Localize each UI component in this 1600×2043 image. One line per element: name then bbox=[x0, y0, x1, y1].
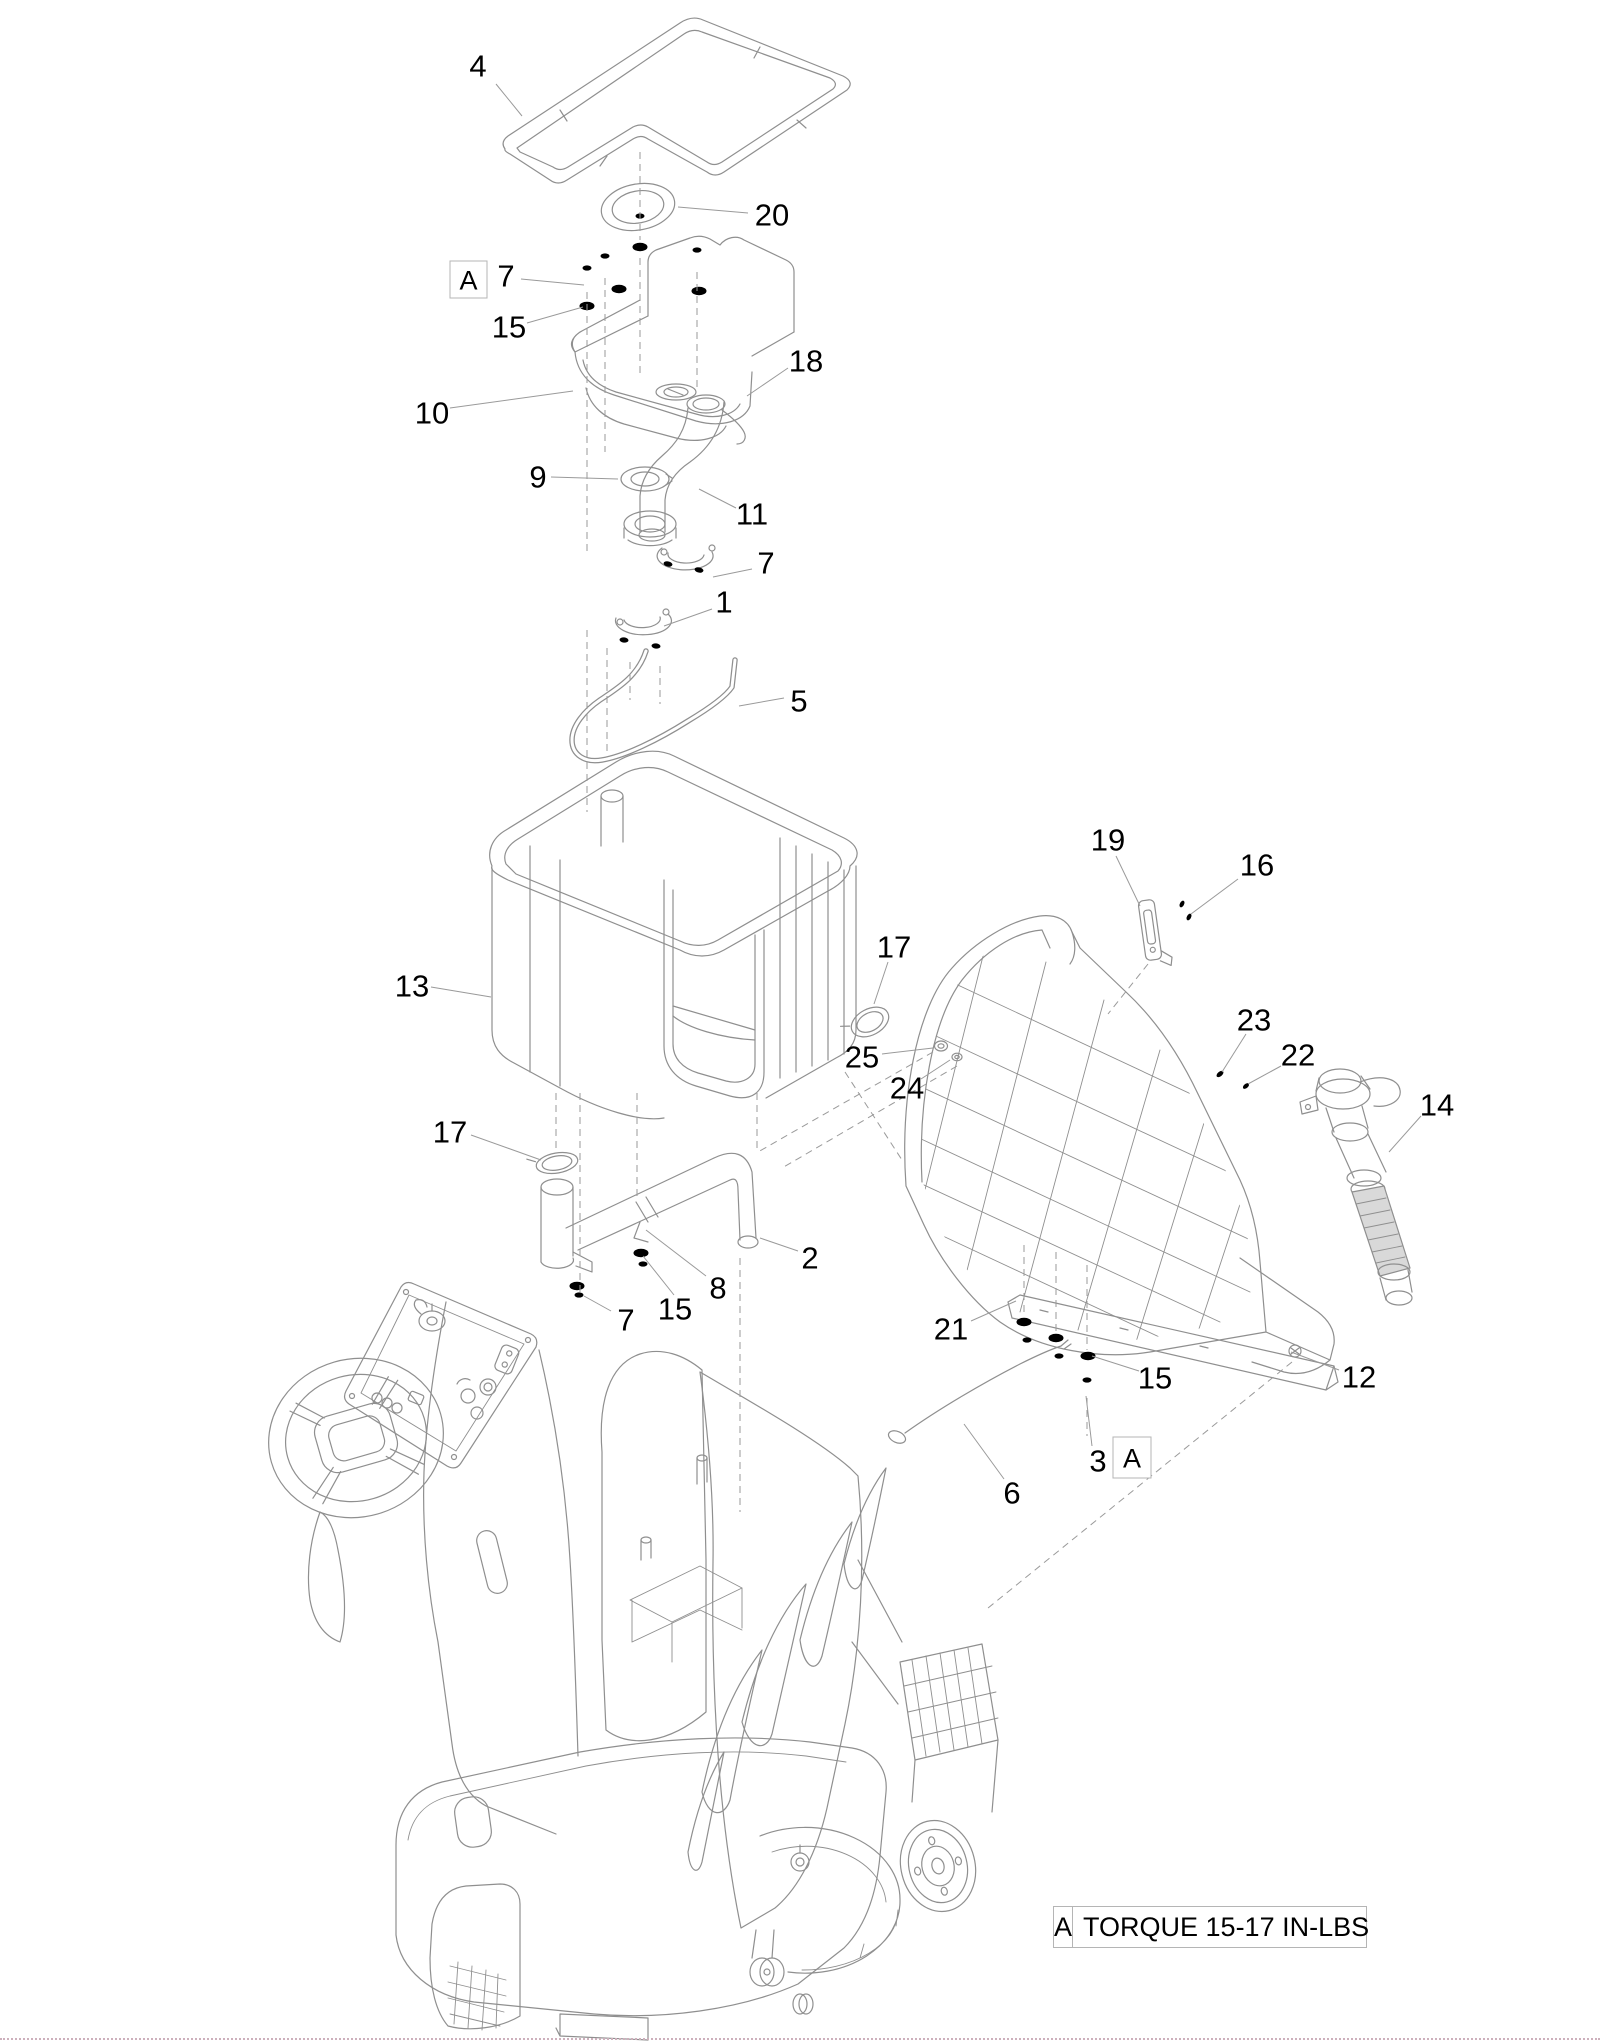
callout-leader-5 bbox=[739, 698, 784, 706]
callout-label-25: 25 bbox=[844, 1039, 880, 1075]
callout-label-19: 19 bbox=[1090, 822, 1126, 858]
callout-label-23: 23 bbox=[1236, 1002, 1272, 1038]
screw-washer-cluster-top bbox=[580, 213, 707, 310]
callout-label-9: 9 bbox=[529, 459, 547, 495]
page-break-line bbox=[0, 2038, 1600, 2040]
torque-note bbox=[1053, 1906, 1370, 1948]
callout-leader-15 bbox=[643, 1256, 674, 1295]
assembly-dashed-lines bbox=[556, 152, 1292, 1608]
callout-leader-6 bbox=[964, 1424, 1004, 1479]
latch-bracket bbox=[1138, 898, 1201, 969]
callout-label-14: 14 bbox=[1419, 1087, 1455, 1123]
callout-label-4: 4 bbox=[469, 48, 487, 84]
callout-leader-22 bbox=[1248, 1066, 1281, 1084]
callout-label-15: 15 bbox=[491, 309, 527, 345]
recovery-tank-door bbox=[872, 916, 1334, 1374]
callout-label-18: 18 bbox=[788, 343, 824, 379]
callout-leader-8 bbox=[646, 1230, 706, 1276]
callout-label-20: 20 bbox=[754, 197, 790, 233]
callout-label-7: 7 bbox=[497, 258, 515, 294]
callout-leader-18 bbox=[747, 368, 788, 396]
split-collars bbox=[621, 467, 676, 546]
callout-label-3: 3 bbox=[1089, 1443, 1107, 1479]
callout-label-12: 12 bbox=[1341, 1359, 1377, 1395]
callout-leader-20 bbox=[678, 207, 748, 213]
callout-leader-7 bbox=[521, 279, 584, 285]
vent-swoosh bbox=[800, 1522, 852, 1666]
callout-leader-11 bbox=[699, 489, 736, 508]
callout-label-2: 2 bbox=[801, 1240, 819, 1276]
callout-leader-23 bbox=[1222, 1034, 1246, 1072]
callout-leader-10 bbox=[450, 391, 573, 408]
solution-tank bbox=[490, 751, 857, 1119]
torque-note-text: TORQUE 15-17 IN-LBS bbox=[1083, 1911, 1370, 1942]
vent-swoosh bbox=[702, 1650, 762, 1813]
half-clamps bbox=[615, 545, 715, 661]
callout-leader-9 bbox=[551, 477, 618, 479]
key-switch-icon bbox=[414, 1300, 445, 1331]
callout-leader-16 bbox=[1191, 879, 1238, 914]
pull-cable bbox=[887, 1340, 1071, 1446]
callout-label-15: 15 bbox=[657, 1291, 693, 1327]
drain-hose bbox=[1300, 1069, 1412, 1305]
callout-leader-7 bbox=[584, 1296, 611, 1311]
callout-label-24: 24 bbox=[889, 1070, 925, 1106]
steering-wheel bbox=[250, 1338, 463, 1538]
callout-label-1: 1 bbox=[715, 584, 733, 620]
callout-label-7: 7 bbox=[617, 1302, 635, 1338]
formed-tube bbox=[572, 651, 735, 761]
callout-label-13: 13 bbox=[394, 968, 430, 1004]
callout-label-22: 22 bbox=[1280, 1037, 1316, 1073]
callout-leader-21 bbox=[971, 1301, 1016, 1321]
callout-leader-4 bbox=[496, 84, 522, 116]
torque-note-letter: A bbox=[1054, 1907, 1073, 1947]
boxed-letter-label: A bbox=[459, 265, 478, 296]
callout-leader-19 bbox=[1116, 856, 1140, 906]
callout-leader-15 bbox=[527, 307, 583, 323]
machine-body bbox=[250, 1283, 998, 2040]
rear-wheel bbox=[891, 1812, 985, 1919]
callout-leader-17 bbox=[471, 1135, 541, 1160]
callout-label-21: 21 bbox=[933, 1311, 969, 1347]
callout-leader-24 bbox=[921, 1060, 950, 1079]
callout-leader-17 bbox=[874, 962, 888, 1004]
callout-leader-2 bbox=[760, 1238, 798, 1251]
callout-label-8: 8 bbox=[709, 1270, 727, 1306]
callout-label-5: 5 bbox=[790, 683, 808, 719]
callout-label-10: 10 bbox=[414, 395, 450, 431]
panel-screws bbox=[1215, 1070, 1256, 1098]
callout-label-11: 11 bbox=[735, 496, 769, 532]
callout-label-16: 16 bbox=[1239, 847, 1275, 883]
callout-leader-15 bbox=[1092, 1356, 1139, 1371]
ring-seal bbox=[598, 178, 679, 236]
callout-label-17: 17 bbox=[432, 1114, 468, 1150]
callout-leader-13 bbox=[431, 987, 491, 997]
gasket-outline bbox=[503, 18, 850, 183]
callout-label-15: 15 bbox=[1137, 1360, 1173, 1396]
boxed-letter-label: A bbox=[1122, 1443, 1142, 1474]
callout-leader-7 bbox=[713, 569, 752, 577]
callout-leader-14 bbox=[1389, 1116, 1421, 1152]
callout-leader-3 bbox=[1086, 1396, 1092, 1446]
callout-label-7: 7 bbox=[757, 545, 775, 581]
callout-layer bbox=[395, 49, 1454, 1511]
callout-leader-25 bbox=[882, 1048, 933, 1054]
callout-label-6: 6 bbox=[1003, 1475, 1021, 1511]
strap-bar bbox=[1008, 1295, 1338, 1395]
callout-label-17: 17 bbox=[876, 929, 912, 965]
